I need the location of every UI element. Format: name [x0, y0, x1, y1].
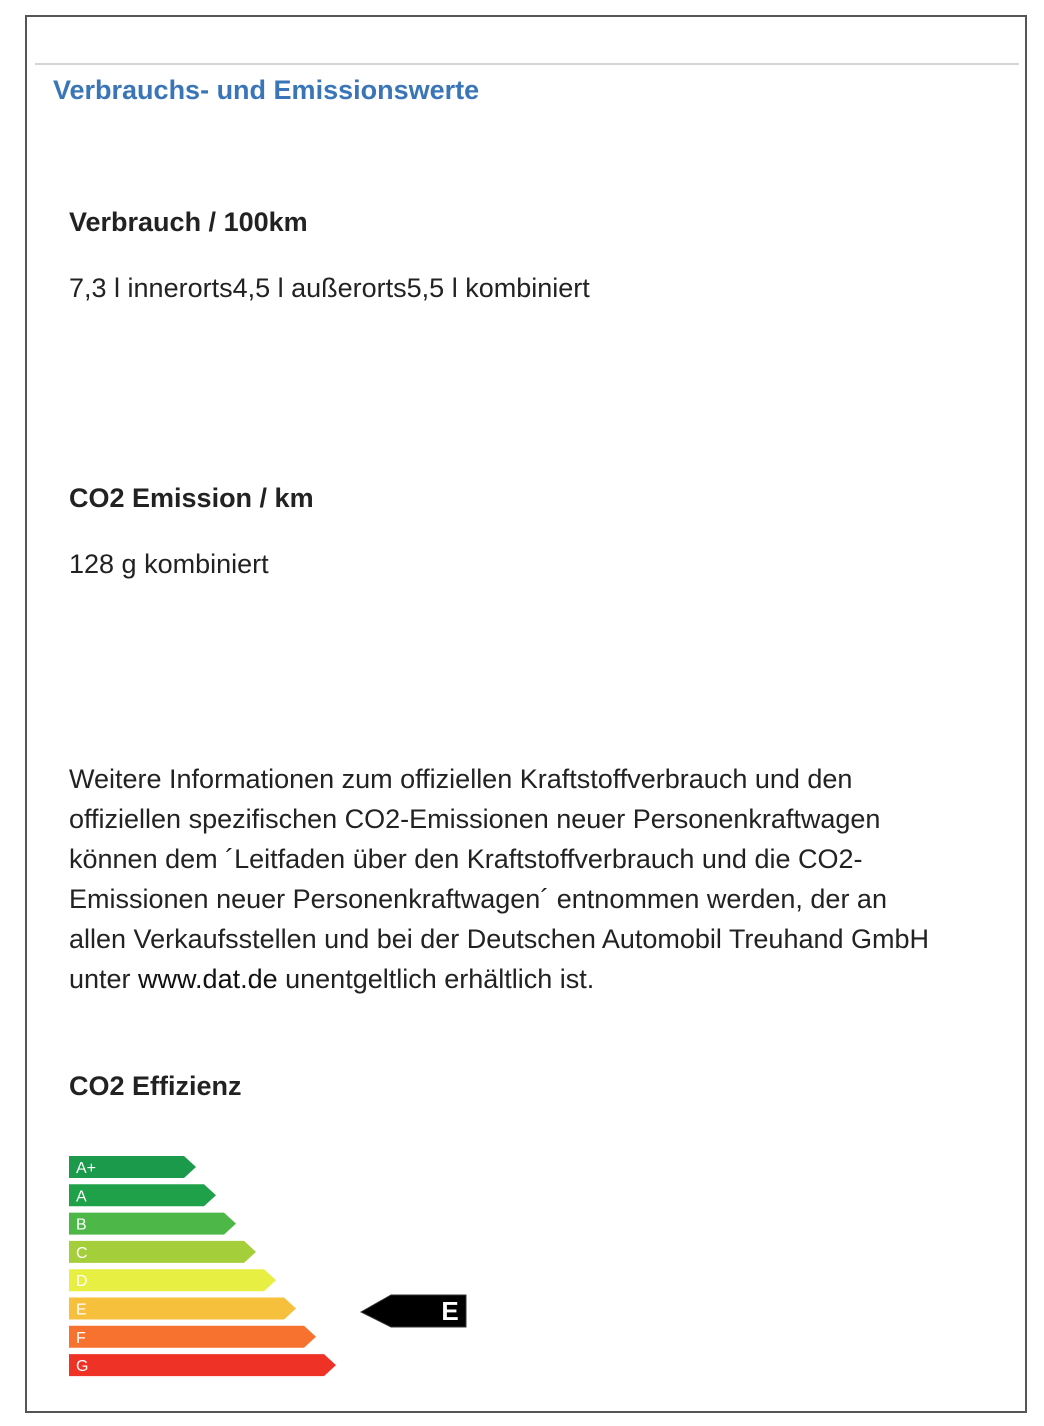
efficiency-bar-label: D: [76, 1273, 88, 1291]
content-frame: [25, 15, 1027, 1413]
section-title: Verbrauchs- und Emissionswerte: [53, 75, 480, 105]
efficiency-bar-label: A+: [76, 1160, 97, 1177]
efficiency-bar-d: [69, 1269, 276, 1291]
co2-emission-value: 128 g kombiniert: [69, 549, 269, 579]
efficiency-bar-f: [69, 1326, 316, 1348]
efficiency-indicator: [361, 1295, 466, 1327]
co2-efficiency-heading: CO2 Effizienz: [69, 1071, 242, 1101]
efficiency-bar-b: [69, 1213, 236, 1235]
info-paragraph: [69, 759, 949, 999]
efficiency-bars: [69, 1156, 336, 1376]
dat-link[interactable]: www.dat.de: [138, 964, 278, 994]
efficiency-bar-label: F: [76, 1329, 86, 1347]
top-divider: [35, 63, 1019, 65]
efficiency-indicator-label: E: [441, 1296, 459, 1326]
efficiency-bar-e: [69, 1298, 296, 1320]
info-text-after: unentgeltlich erhältlich ist.: [277, 964, 595, 994]
consumption-value: 7,3 l innerorts4,5 l außerorts5,5 l kombiniert: [69, 273, 590, 303]
efficiency-bar-label: A: [76, 1188, 87, 1206]
efficiency-bar-g: [69, 1354, 336, 1376]
efficiency-scale: [69, 1142, 489, 1382]
efficiency-bar-c: [69, 1241, 256, 1263]
efficiency-bar-label: E: [76, 1301, 87, 1319]
efficiency-bar-label: B: [76, 1216, 87, 1234]
co2-emission-heading: CO2 Emission / km: [69, 483, 314, 513]
efficiency-bar-label: C: [76, 1244, 88, 1262]
consumption-heading: Verbrauch / 100km: [69, 207, 308, 237]
efficiency-bar-label: G: [76, 1358, 89, 1376]
efficiency-bar-a: [69, 1184, 216, 1206]
info-text-before: Weitere Informationen zum offiziellen Kraftstoffverbrauch und den offiziellen spezifischen CO2-Emissionen neuer Personenkraftwagen können dem ´Leitfaden über den Kraftstoffverbrauch und die CO2-Emissionen neuer Personenkraftwagen´ entnommen werden, der an allen Verkaufsstellen und bei der Deutschen Automobil Treuhand GmbH unter: [69, 764, 930, 994]
